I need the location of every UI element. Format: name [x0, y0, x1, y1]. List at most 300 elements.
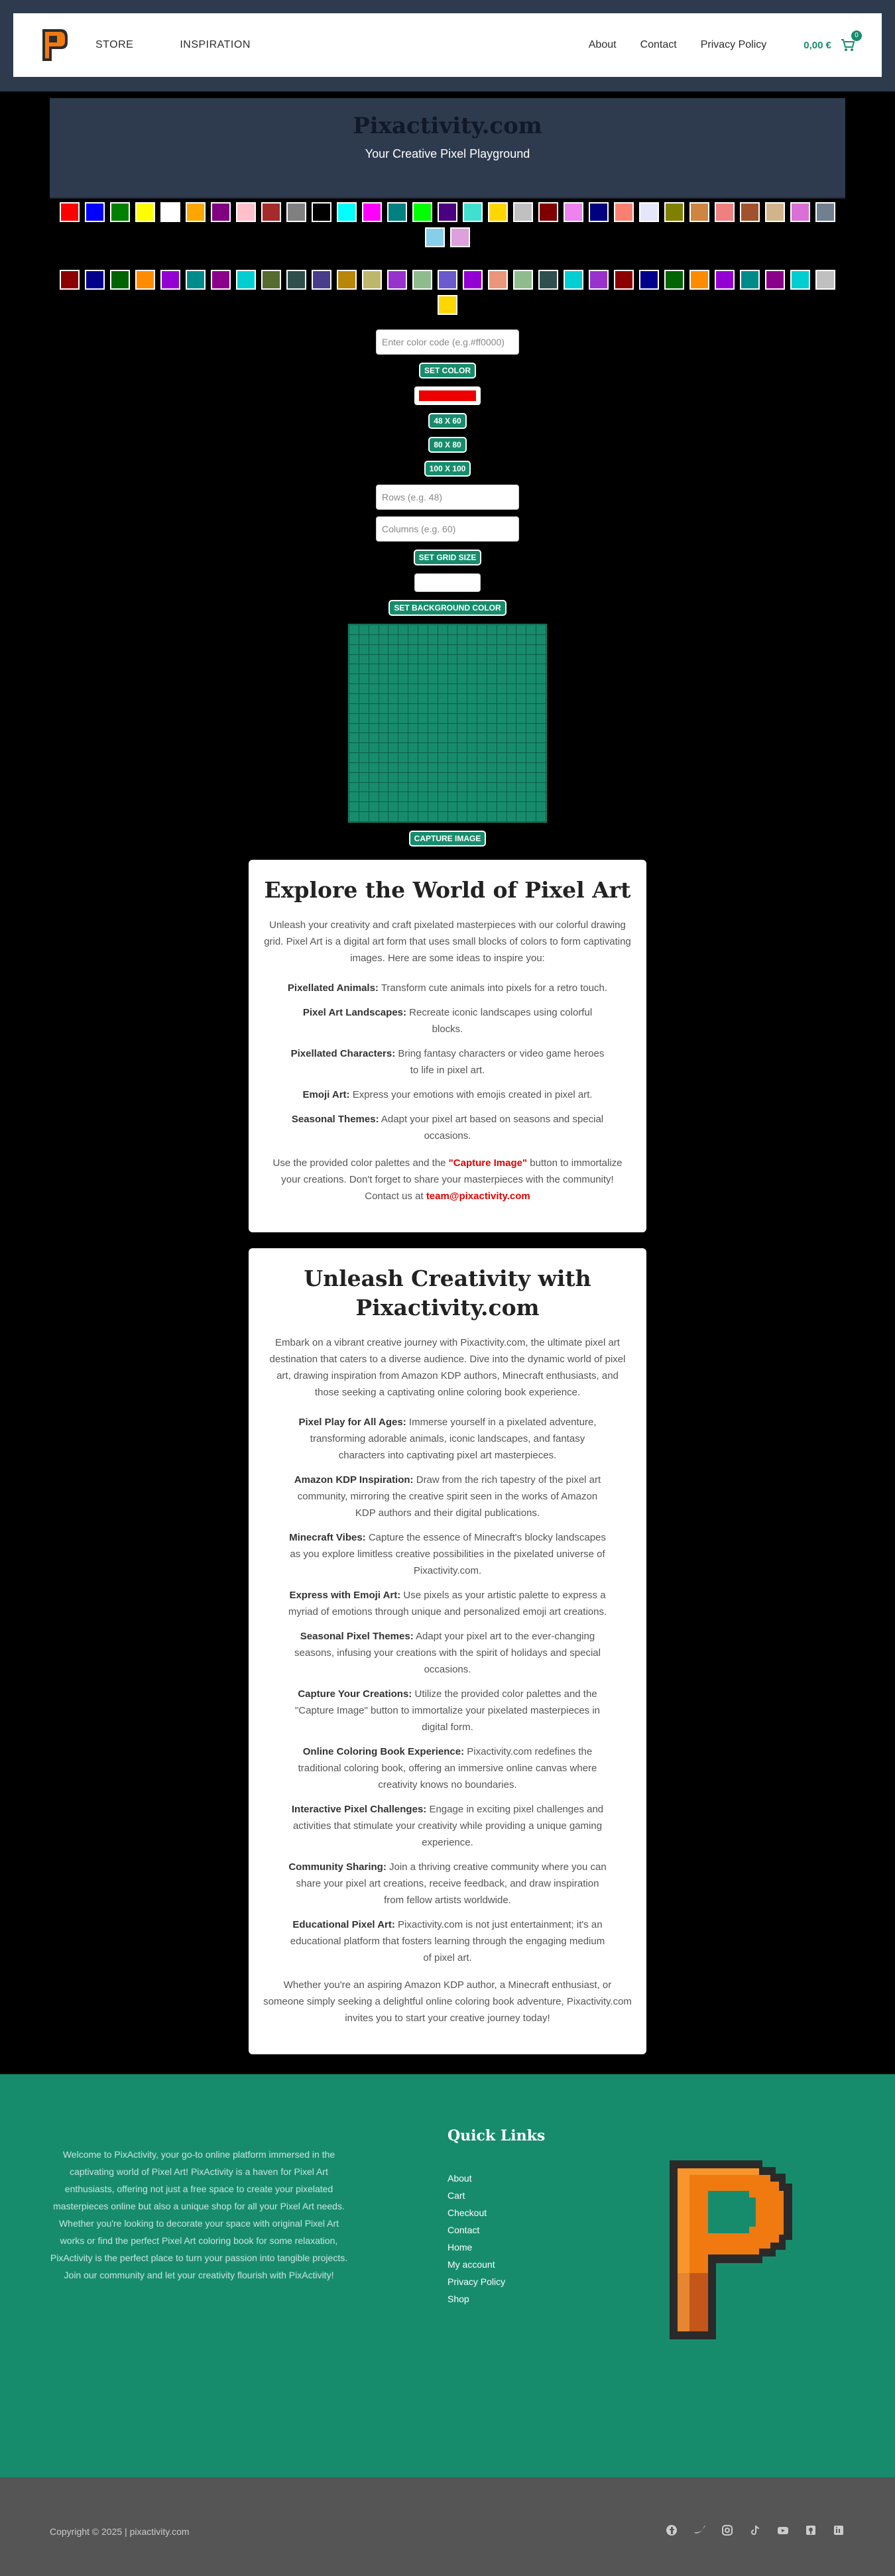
background-color-picker[interactable] [414, 573, 481, 592]
palette-color-secondary-swatch[interactable] [488, 270, 508, 290]
pixel-cell[interactable] [349, 763, 359, 772]
pixel-cell[interactable] [487, 684, 497, 693]
pixel-cell[interactable] [438, 625, 448, 634]
pixel-cell[interactable] [408, 783, 418, 792]
capture-image-button[interactable]: CAPTURE IMAGE [409, 831, 487, 847]
instagram-icon[interactable] [721, 2524, 734, 2537]
pixel-cell[interactable] [507, 763, 516, 772]
pixel-cell[interactable] [398, 802, 408, 811]
pixel-cell[interactable] [379, 783, 388, 792]
palette-color-swatch[interactable] [261, 202, 281, 222]
pixel-cell[interactable] [369, 743, 379, 752]
pixel-cell[interactable] [487, 704, 497, 713]
pixel-cell[interactable] [467, 674, 477, 683]
pixel-cell[interactable] [369, 625, 379, 634]
palette-color-swatch[interactable] [135, 202, 155, 222]
pixel-cell[interactable] [457, 664, 467, 673]
pixel-cell[interactable] [526, 812, 536, 821]
pixel-cell[interactable] [418, 802, 428, 811]
pixel-cell[interactable] [526, 783, 536, 792]
pixel-cell[interactable] [379, 704, 388, 713]
pixel-cell[interactable] [398, 783, 408, 792]
palette-color-secondary-swatch[interactable] [664, 270, 684, 290]
pixel-cell[interactable] [457, 812, 467, 821]
pixel-cell[interactable] [516, 664, 526, 673]
pixel-cell[interactable] [349, 625, 359, 634]
pixel-cell[interactable] [418, 733, 428, 742]
rows-input[interactable]: Rows (e.g. 48) [376, 485, 519, 510]
pixel-cell[interactable] [369, 783, 379, 792]
pixel-cell[interactable] [536, 625, 546, 634]
pixel-cell[interactable] [457, 645, 467, 654]
pixel-cell[interactable] [359, 733, 369, 742]
palette-color-swatch[interactable] [387, 202, 407, 222]
pixel-cell[interactable] [467, 743, 477, 752]
pixel-cell[interactable] [418, 625, 428, 634]
palette-color-swatch[interactable] [715, 202, 735, 222]
palette-color-swatch[interactable] [286, 202, 306, 222]
pixel-cell[interactable] [516, 674, 526, 683]
pixel-cell[interactable] [448, 684, 457, 693]
pixel-cell[interactable] [487, 724, 497, 733]
palette-color-swatch[interactable] [488, 202, 508, 222]
pixel-cell[interactable] [507, 733, 516, 742]
pixel-cell[interactable] [369, 684, 379, 693]
pixel-cell[interactable] [428, 733, 438, 742]
pixel-cell[interactable] [418, 674, 428, 683]
pixel-cell[interactable] [477, 635, 487, 644]
pixel-cell[interactable] [398, 694, 408, 703]
pixel-cell[interactable] [438, 792, 448, 801]
pixel-cell[interactable] [526, 724, 536, 733]
palette-color-secondary-swatch[interactable] [765, 270, 785, 290]
pixel-cell[interactable] [369, 792, 379, 801]
pixel-cell[interactable] [477, 714, 487, 723]
pixel-cell[interactable] [516, 733, 526, 742]
pixel-cell[interactable] [379, 802, 388, 811]
pixel-cell[interactable] [448, 694, 457, 703]
pixel-cell[interactable] [457, 783, 467, 792]
pixel-cell[interactable] [418, 694, 428, 703]
pixel-cell[interactable] [487, 645, 497, 654]
pixel-cell[interactable] [369, 812, 379, 821]
pixel-cell[interactable] [418, 655, 428, 664]
pixel-cell[interactable] [487, 664, 497, 673]
pixel-cell[interactable] [428, 704, 438, 713]
facebook-icon[interactable] [665, 2524, 678, 2537]
pixel-cell[interactable] [369, 635, 379, 644]
size-80x80-button[interactable]: 80 X 80 [428, 437, 466, 453]
pixel-cell[interactable] [507, 714, 516, 723]
pixel-cell[interactable] [379, 733, 388, 742]
pixel-cell[interactable] [379, 655, 388, 664]
pixel-cell[interactable] [516, 684, 526, 693]
columns-input[interactable]: Columns (e.g. 60) [376, 516, 519, 542]
footer-link-my-account[interactable]: My account [448, 2259, 495, 2270]
pixel-cell[interactable] [497, 635, 507, 644]
pixel-cell[interactable] [359, 783, 369, 792]
pixel-cell[interactable] [388, 783, 398, 792]
palette-color-swatch[interactable] [412, 202, 432, 222]
pixel-cell[interactable] [408, 694, 418, 703]
pixel-cell[interactable] [379, 812, 388, 821]
pixel-cell[interactable] [359, 773, 369, 782]
pixel-cell[interactable] [536, 645, 546, 654]
pixel-cell[interactable] [379, 645, 388, 654]
pixel-cell[interactable] [379, 635, 388, 644]
pixel-cell[interactable] [408, 792, 418, 801]
pixel-cell[interactable] [497, 733, 507, 742]
pixel-cell[interactable] [359, 645, 369, 654]
pixel-cell[interactable] [369, 802, 379, 811]
pixel-cell[interactable] [379, 763, 388, 772]
pixel-cell[interactable] [408, 714, 418, 723]
pixel-cell[interactable] [457, 674, 467, 683]
pixel-cell[interactable] [448, 724, 457, 733]
pixel-cell[interactable] [516, 812, 526, 821]
pixel-cell[interactable] [526, 645, 536, 654]
palette-color-secondary-swatch[interactable] [815, 270, 835, 290]
pixel-cell[interactable] [457, 733, 467, 742]
palette-color-secondary-swatch[interactable] [790, 270, 810, 290]
pixel-cell[interactable] [477, 783, 487, 792]
palette-color-swatch[interactable] [790, 202, 810, 222]
pixel-cell[interactable] [369, 655, 379, 664]
palette-color-swatch[interactable] [438, 202, 457, 222]
pixel-cell[interactable] [526, 704, 536, 713]
footer-link-cart[interactable]: Cart [448, 2190, 465, 2201]
palette-color-swatch[interactable] [614, 202, 634, 222]
pixel-cell[interactable] [448, 645, 457, 654]
pixel-cell[interactable] [536, 655, 546, 664]
pixel-cell[interactable] [477, 674, 487, 683]
pixel-cell[interactable] [516, 773, 526, 782]
pixel-cell[interactable] [349, 792, 359, 801]
pixel-cell[interactable] [477, 743, 487, 752]
pixel-cell[interactable] [536, 763, 546, 772]
pixel-cell[interactable] [477, 812, 487, 821]
pixel-cell[interactable] [408, 674, 418, 683]
pixel-cell[interactable] [379, 753, 388, 762]
pixel-cell[interactable] [467, 655, 477, 664]
palette-color-secondary-swatch[interactable] [211, 270, 231, 290]
pixel-cell[interactable] [497, 704, 507, 713]
palette-color-swatch[interactable] [236, 202, 256, 222]
pixel-cell[interactable] [408, 733, 418, 742]
current-color-swatch[interactable] [414, 386, 481, 405]
pixel-cell[interactable] [349, 753, 359, 762]
pixel-cell[interactable] [359, 812, 369, 821]
pixel-cell[interactable] [359, 674, 369, 683]
pixel-cell[interactable] [507, 792, 516, 801]
pixel-cell[interactable] [477, 724, 487, 733]
pixel-cell[interactable] [388, 635, 398, 644]
linkedin-icon[interactable] [832, 2524, 845, 2537]
pixel-cell[interactable] [398, 645, 408, 654]
pixel-cell[interactable] [428, 714, 438, 723]
pixel-cell[interactable] [388, 664, 398, 673]
pixel-cell[interactable] [487, 674, 497, 683]
pixel-cell[interactable] [349, 802, 359, 811]
pixel-cell[interactable] [497, 783, 507, 792]
pixel-cell[interactable] [507, 724, 516, 733]
pixel-cell[interactable] [349, 674, 359, 683]
pixel-cell[interactable] [448, 674, 457, 683]
palette-color-swatch[interactable] [664, 202, 684, 222]
palette-color-secondary-swatch[interactable] [337, 270, 357, 290]
pixel-cell[interactable] [388, 733, 398, 742]
pixel-cell[interactable] [379, 674, 388, 683]
pixel-cell[interactable] [398, 753, 408, 762]
pixel-cell[interactable] [418, 773, 428, 782]
pixel-cell[interactable] [369, 773, 379, 782]
palette-color-swatch[interactable] [450, 227, 470, 247]
pixel-cell[interactable] [497, 753, 507, 762]
pixel-cell[interactable] [438, 645, 448, 654]
pixel-cell[interactable] [388, 684, 398, 693]
pixel-cell[interactable] [536, 714, 546, 723]
pixel-cell[interactable] [388, 704, 398, 713]
palette-color-secondary-swatch[interactable] [60, 270, 80, 290]
pixel-cell[interactable] [536, 674, 546, 683]
pixel-cell[interactable] [526, 733, 536, 742]
pixel-cell[interactable] [428, 674, 438, 683]
palette-color-swatch[interactable] [538, 202, 558, 222]
pixel-cell[interactable] [359, 743, 369, 752]
pixel-cell[interactable] [349, 664, 359, 673]
pixel-cell[interactable] [408, 684, 418, 693]
palette-color-secondary-swatch[interactable] [438, 270, 457, 290]
pixel-cell[interactable] [349, 783, 359, 792]
pixel-cell[interactable] [457, 724, 467, 733]
pixel-cell[interactable] [408, 655, 418, 664]
palette-color-swatch[interactable] [85, 202, 105, 222]
pixel-cell[interactable] [448, 792, 457, 801]
pinterest-icon[interactable] [804, 2524, 817, 2537]
pixel-cell[interactable] [467, 694, 477, 703]
palette-color-secondary-swatch[interactable] [538, 270, 558, 290]
nav-inspiration[interactable]: INSPIRATION [180, 39, 251, 50]
footer-link-privacy-policy[interactable]: Privacy Policy [448, 2276, 506, 2287]
pixel-cell[interactable] [487, 802, 497, 811]
pixel-cell[interactable] [398, 743, 408, 752]
palette-color-secondary-swatch[interactable] [463, 270, 483, 290]
color-code-input[interactable]: Enter color code (e.g.#ff0000) [376, 329, 519, 355]
pixel-cell[interactable] [388, 773, 398, 782]
pixel-cell[interactable] [457, 704, 467, 713]
pixel-cell[interactable] [438, 733, 448, 742]
size-100x100-button[interactable]: 100 X 100 [424, 461, 471, 477]
palette-color-swatch[interactable] [160, 202, 180, 222]
pixel-cell[interactable] [536, 812, 546, 821]
palette-color-swatch[interactable] [312, 202, 331, 222]
pixel-cell[interactable] [536, 733, 546, 742]
palette-color-swatch[interactable] [513, 202, 533, 222]
palette-color-secondary-swatch[interactable] [135, 270, 155, 290]
pixel-cell[interactable] [359, 724, 369, 733]
footer-link-checkout[interactable]: Checkout [448, 2207, 487, 2218]
pixel-cell[interactable] [398, 763, 408, 772]
pixel-cell[interactable] [487, 773, 497, 782]
pixel-cell[interactable] [467, 724, 477, 733]
pixel-cell[interactable] [457, 773, 467, 782]
palette-color-swatch[interactable] [186, 202, 206, 222]
set-color-button[interactable]: SET COLOR [419, 363, 476, 379]
pixel-cell[interactable] [487, 694, 497, 703]
pixel-cell[interactable] [438, 714, 448, 723]
pixel-cell[interactable] [349, 743, 359, 752]
pixel-cell[interactable] [428, 694, 438, 703]
pixel-cell[interactable] [349, 704, 359, 713]
pixel-cell[interactable] [448, 625, 457, 634]
pixel-cell[interactable] [507, 753, 516, 762]
pixel-cell[interactable] [487, 714, 497, 723]
pixel-cell[interactable] [487, 783, 497, 792]
pixel-cell[interactable] [408, 802, 418, 811]
pixel-cell[interactable] [487, 743, 497, 752]
pixel-cell[interactable] [487, 733, 497, 742]
pixel-cell[interactable] [359, 763, 369, 772]
pixel-cell[interactable] [448, 773, 457, 782]
pixel-cell[interactable] [369, 645, 379, 654]
pixel-cell[interactable] [379, 684, 388, 693]
pixel-cell[interactable] [379, 714, 388, 723]
pixel-cell[interactable] [467, 645, 477, 654]
pixel-cell[interactable] [526, 743, 536, 752]
pixel-cell[interactable] [379, 743, 388, 752]
pixel-cell[interactable] [398, 625, 408, 634]
pixel-cell[interactable] [408, 763, 418, 772]
pixel-cell[interactable] [507, 645, 516, 654]
pixel-cell[interactable] [388, 753, 398, 762]
pixel-cell[interactable] [487, 655, 497, 664]
pixel-cell[interactable] [516, 694, 526, 703]
pixel-cell[interactable] [487, 753, 497, 762]
footer-link-home[interactable]: Home [448, 2242, 473, 2253]
pixel-cell[interactable] [398, 635, 408, 644]
pixel-cell[interactable] [428, 684, 438, 693]
pixel-cell[interactable] [507, 664, 516, 673]
palette-color-swatch[interactable] [211, 202, 231, 222]
pixel-cell[interactable] [477, 704, 487, 713]
pixel-cell[interactable] [418, 753, 428, 762]
pixel-cell[interactable] [457, 714, 467, 723]
pixel-cell[interactable] [457, 743, 467, 752]
pixel-cell[interactable] [497, 684, 507, 693]
pixel-cell[interactable] [477, 763, 487, 772]
pixel-cell[interactable] [438, 783, 448, 792]
pixel-cell[interactable] [438, 743, 448, 752]
pixel-cell[interactable] [526, 694, 536, 703]
pixel-cell[interactable] [388, 792, 398, 801]
pixel-cell[interactable] [418, 812, 428, 821]
pixel-cell[interactable] [359, 802, 369, 811]
palette-color-secondary-swatch[interactable] [715, 270, 735, 290]
pixel-cell[interactable] [379, 625, 388, 634]
pixel-cell[interactable] [369, 733, 379, 742]
pixel-cell[interactable] [497, 743, 507, 752]
pixel-cell[interactable] [516, 743, 526, 752]
pixel-cell[interactable] [388, 743, 398, 752]
pixel-cell[interactable] [448, 802, 457, 811]
pixel-cell[interactable] [477, 792, 487, 801]
pixel-cell[interactable] [379, 664, 388, 673]
pixel-cell[interactable] [497, 694, 507, 703]
pixel-cell[interactable] [448, 763, 457, 772]
pixel-cell[interactable] [526, 802, 536, 811]
pixel-cell[interactable] [428, 812, 438, 821]
pixel-cell[interactable] [349, 655, 359, 664]
pixel-cell[interactable] [438, 802, 448, 811]
pixel-cell[interactable] [536, 724, 546, 733]
palette-color-swatch[interactable] [639, 202, 659, 222]
palette-color-secondary-swatch[interactable] [614, 270, 634, 290]
pixel-cell[interactable] [507, 635, 516, 644]
palette-color-secondary-swatch[interactable] [412, 270, 432, 290]
pixel-cell[interactable] [516, 714, 526, 723]
pixel-cell[interactable] [388, 655, 398, 664]
palette-color-secondary-swatch[interactable] [589, 270, 609, 290]
pixel-cell[interactable] [359, 684, 369, 693]
pixel-cell[interactable] [428, 724, 438, 733]
pixel-cell[interactable] [497, 812, 507, 821]
pixel-cell[interactable] [359, 625, 369, 634]
pixel-cell[interactable] [497, 792, 507, 801]
palette-color-swatch[interactable] [815, 202, 835, 222]
palette-color-swatch[interactable] [740, 202, 760, 222]
pixel-cell[interactable] [408, 645, 418, 654]
pixel-cell[interactable] [457, 684, 467, 693]
pixel-cell[interactable] [536, 753, 546, 762]
pixel-cell[interactable] [516, 645, 526, 654]
pixel-cell[interactable] [398, 674, 408, 683]
pixel-cell[interactable] [408, 773, 418, 782]
pixel-cell[interactable] [448, 812, 457, 821]
pixel-cell[interactable] [497, 664, 507, 673]
palette-color-secondary-swatch[interactable] [639, 270, 659, 290]
palette-color-secondary-swatch[interactable] [85, 270, 105, 290]
pixel-cell[interactable] [536, 773, 546, 782]
pixel-cell[interactable] [359, 655, 369, 664]
pixel-cell[interactable] [408, 753, 418, 762]
pixel-cell[interactable] [428, 635, 438, 644]
pixel-cell[interactable] [379, 694, 388, 703]
pixel-cell[interactable] [477, 733, 487, 742]
pixel-cell[interactable] [379, 724, 388, 733]
pixel-cell[interactable] [428, 763, 438, 772]
pixel-cell[interactable] [536, 783, 546, 792]
pixel-cell[interactable] [477, 655, 487, 664]
pixel-cell[interactable] [388, 714, 398, 723]
pixel-cell[interactable] [349, 724, 359, 733]
pixel-cell[interactable] [448, 664, 457, 673]
palette-color-swatch[interactable] [463, 202, 483, 222]
nav-about[interactable]: About [588, 39, 617, 50]
pixel-cell[interactable] [526, 625, 536, 634]
pixel-cell[interactable] [497, 724, 507, 733]
pixel-cell[interactable] [467, 763, 477, 772]
pixel-cell[interactable] [526, 773, 536, 782]
pixel-cell[interactable] [526, 684, 536, 693]
nav-contact[interactable]: Contact [640, 39, 677, 50]
palette-color-swatch[interactable] [689, 202, 709, 222]
pixel-cell[interactable] [359, 664, 369, 673]
pixel-cell[interactable] [536, 802, 546, 811]
pixel-cell[interactable] [497, 625, 507, 634]
pixel-cell[interactable] [536, 743, 546, 752]
nav-privacy-policy[interactable]: Privacy Policy [700, 39, 767, 50]
pixel-cell[interactable] [467, 792, 477, 801]
